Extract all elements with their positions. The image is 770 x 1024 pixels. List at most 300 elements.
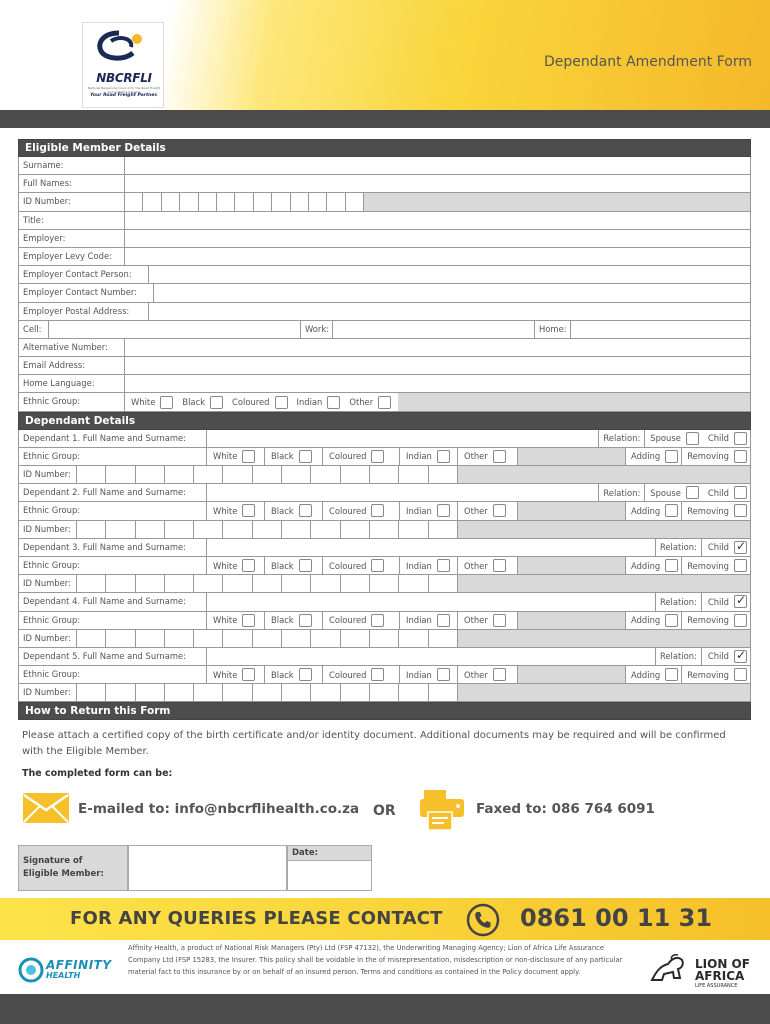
adding-checkbox[interactable] [665, 614, 678, 627]
lion-of-africa-sub: LIFE ASSURANCE [695, 983, 738, 989]
adding-checkbox[interactable] [665, 668, 678, 681]
dependant-name-field[interactable] [207, 484, 598, 501]
ethnic-option-label: Coloured [329, 451, 367, 462]
signature-field[interactable] [128, 845, 287, 891]
email-field[interactable] [125, 357, 750, 374]
lion-icon [648, 952, 688, 986]
child-checkbox[interactable] [734, 650, 747, 663]
contact-person-row [18, 266, 751, 284]
ethnic-option-white [125, 393, 176, 410]
contact-person-field[interactable] [149, 266, 750, 283]
dependant-name-row [18, 593, 751, 611]
ethnic-option-coloured [323, 666, 400, 683]
title-row [18, 212, 751, 230]
id-digit-box[interactable] [429, 521, 458, 538]
dependant-id-label: ID Number: [19, 466, 77, 483]
ethnic-option-label: Coloured [329, 505, 367, 516]
dependant-ethnic-row [18, 666, 751, 684]
home-field[interactable] [571, 321, 750, 338]
ethnic-indian-checkbox[interactable] [437, 504, 450, 517]
id-digit-box[interactable] [399, 630, 428, 647]
id-digit-box[interactable] [399, 684, 428, 701]
child-option-label: Child [707, 542, 729, 553]
id-digit-box[interactable] [341, 684, 370, 701]
id-digit-box[interactable] [77, 466, 106, 483]
work-label: Work: [301, 321, 333, 338]
id-number-field[interactable] [125, 193, 364, 210]
id-digit-box[interactable] [346, 193, 364, 210]
ethnic-other-checkbox[interactable] [378, 396, 391, 409]
id-digit-box[interactable] [194, 630, 223, 647]
id-digit-box[interactable] [341, 575, 370, 592]
child-option-label: Child [707, 487, 729, 498]
alt-number-field[interactable] [125, 339, 750, 356]
ethnic-black-checkbox[interactable] [299, 559, 312, 572]
logo-name: NBCRFLI [96, 71, 152, 85]
surname-field[interactable] [125, 157, 750, 174]
disclaimer-text: Affinity Health, a product of National Risk Managers (Pty) Ltd (FSP 47132), the Underwriting Managing Agency; Lion of Africa Life Assurance Company Ltd (FSP 15283, the Insurer. This policy shall be voidable in the of misrepresentation, misdescription or non-disclosure of any particular material fact to this insurance by or on behalf of an insured person. Terms and conditions as contained in the Policy document apply. [128, 944, 623, 977]
affinity-sub: HEALTH [46, 971, 81, 980]
levy-code-label: Employer Levy Code: [19, 248, 125, 265]
id-digit-box[interactable] [165, 630, 194, 647]
signature-label-line2: Eligible Member: [23, 869, 104, 879]
id-digit-box[interactable] [399, 466, 428, 483]
id-digit-box[interactable] [106, 630, 135, 647]
work-field[interactable] [333, 321, 535, 338]
postal-address-row [18, 303, 751, 321]
dependant-name-label: Dependant 4. Full Name and Surname: [19, 593, 207, 610]
relation-label: Relation: [659, 651, 697, 662]
phone-icon [466, 903, 500, 937]
logo-subtitle: National Bargaining Council for the Road Freight and Logistics Industry [87, 86, 161, 94]
child-checkbox[interactable] [734, 541, 747, 554]
ethnic-indian-checkbox[interactable] [327, 396, 340, 409]
ethnic-option-indian [400, 666, 458, 683]
id-digit-box[interactable] [282, 630, 311, 647]
footer-bar [0, 994, 770, 1024]
contact-number-field[interactable] [154, 284, 750, 301]
id-digit-box[interactable] [429, 575, 458, 592]
header-stripe [0, 110, 770, 128]
id-digit-box[interactable] [199, 193, 217, 210]
ethnic-option-label: Black [271, 451, 294, 462]
child-checkbox[interactable] [734, 595, 747, 608]
envelope-icon [22, 792, 70, 824]
phone-row [18, 321, 751, 339]
ethnic-coloured-checkbox[interactable] [371, 450, 384, 463]
ethnic-option-label: Black [271, 560, 294, 571]
removing-checkbox[interactable] [734, 559, 747, 572]
dependant-id-row [18, 466, 751, 484]
ethnic-black-checkbox[interactable] [299, 614, 312, 627]
language-field[interactable] [125, 375, 750, 392]
dependant-ethnic-row [18, 612, 751, 630]
nbcrfli-swirl-icon [93, 29, 145, 63]
id-digit-box[interactable] [311, 521, 340, 538]
surname-label: Surname: [19, 157, 125, 174]
id-digit-box[interactable] [194, 684, 223, 701]
contact-person-label: Employer Contact Person: [19, 266, 149, 283]
return-instructions: Please attach a certified copy of the birth certificate and/or identity document. Additional documents may be required and will be confirmed with the Eligible Member. [22, 730, 726, 757]
id-digit-box[interactable] [370, 575, 399, 592]
ethnic-black-checkbox[interactable] [210, 396, 223, 409]
loa-line1: LION OF [695, 957, 750, 971]
id-digit-box[interactable] [217, 193, 235, 210]
ethnic-option-black [265, 612, 323, 629]
ethnic-indian-checkbox[interactable] [437, 559, 450, 572]
id-digit-box[interactable] [77, 521, 106, 538]
id-digit-box[interactable] [136, 684, 165, 701]
employer-row [18, 230, 751, 248]
id-digit-box[interactable] [106, 521, 135, 538]
id-digit-box[interactable] [165, 466, 194, 483]
ethnic-option-label: Other [464, 505, 488, 516]
id-digit-box[interactable] [77, 575, 106, 592]
ethnic-option-label: Coloured [329, 560, 367, 571]
relation-label: Relation: [603, 487, 641, 498]
full-names-field[interactable] [125, 175, 750, 192]
ethnic-option-label: Coloured [329, 615, 367, 626]
spouse-checkbox[interactable] [686, 432, 699, 445]
spouse-option-label: Spouse [650, 433, 681, 444]
ethnic-coloured-checkbox[interactable] [371, 559, 384, 572]
id-digit-box[interactable] [282, 575, 311, 592]
id-digit-box[interactable] [136, 466, 165, 483]
removing-option-label: Removing [687, 451, 729, 462]
child-option-label: Child [707, 433, 729, 444]
id-digit-box[interactable] [254, 193, 272, 210]
removing-checkbox[interactable] [734, 450, 747, 463]
id-digit-box[interactable] [272, 193, 290, 210]
lion-of-africa-name [695, 958, 750, 982]
relation-label: Relation: [659, 596, 697, 607]
ethnic-option-label: Indian [406, 560, 432, 571]
ethnic-white-checkbox[interactable] [242, 668, 255, 681]
dependant-name-field[interactable] [207, 593, 655, 610]
dependant-id-field[interactable] [77, 466, 458, 483]
removing-option-label: Removing [687, 615, 729, 626]
dependants-list [18, 430, 751, 703]
dependant-ethnic-label: Ethnic Group: [19, 448, 207, 465]
contact-phone-number[interactable]: 0861 00 11 31 [520, 904, 713, 932]
adding-option-label: Adding [631, 615, 661, 626]
removing-checkbox[interactable] [734, 504, 747, 517]
id-number-row [18, 193, 751, 211]
child-checkbox[interactable] [734, 432, 747, 445]
dependant-name-row [18, 648, 751, 666]
adding-checkbox[interactable] [665, 559, 678, 572]
postal-address-label: Employer Postal Address: [19, 303, 149, 320]
adding-checkbox[interactable] [665, 450, 678, 463]
ethnic-white-checkbox[interactable] [242, 559, 255, 572]
ethnic-option-label: White [213, 560, 238, 571]
removing-checkbox[interactable] [734, 614, 747, 627]
id-digit-box[interactable] [282, 466, 311, 483]
id-digit-box[interactable] [106, 575, 135, 592]
ethnic-white-checkbox[interactable] [242, 614, 255, 627]
ethnic-indian-checkbox[interactable] [437, 614, 450, 627]
id-digit-box[interactable] [106, 466, 135, 483]
ethnic-option-indian [291, 393, 344, 410]
ethnic-option-label: Black [271, 505, 294, 516]
id-digit-box[interactable] [253, 466, 282, 483]
ethnic-option-other [458, 612, 518, 629]
dependant-ethnic-unused [518, 666, 625, 683]
id-digit-box[interactable] [77, 630, 106, 647]
ethnic-option-coloured [226, 393, 290, 410]
removing-option-label: Removing [687, 669, 729, 680]
removing-option-label: Removing [687, 505, 729, 516]
id-digit-box[interactable] [429, 466, 458, 483]
ethnic-other-checkbox[interactable] [493, 504, 506, 517]
ethnic-white-checkbox[interactable] [242, 450, 255, 463]
id-digit-box[interactable] [370, 684, 399, 701]
dependant-ethnic-unused [518, 612, 625, 629]
ethnic-option-coloured [323, 448, 400, 465]
id-digit-box[interactable] [223, 684, 252, 701]
dependant-id-unused [458, 575, 750, 592]
id-digit-box[interactable] [327, 193, 345, 210]
adding-option-label: Adding [631, 505, 661, 516]
ethnic-option-label: Indian [406, 505, 432, 516]
language-row [18, 375, 751, 393]
id-digit-box[interactable] [136, 521, 165, 538]
id-digit-box[interactable] [253, 575, 282, 592]
ethnic-black-checkbox[interactable] [299, 450, 312, 463]
date-label: Date: [288, 846, 371, 861]
id-digit-box[interactable] [311, 630, 340, 647]
dependant-ethnic-row [18, 502, 751, 520]
ethnic-option-white [207, 666, 265, 683]
email-row [18, 357, 751, 375]
alt-number-row [18, 339, 751, 357]
ethnic-option-label: Indian [406, 615, 432, 626]
id-digit-box[interactable] [223, 521, 252, 538]
ethnic-other-checkbox[interactable] [493, 450, 506, 463]
id-digit-box[interactable] [370, 630, 399, 647]
ethnic-black-checkbox[interactable] [299, 504, 312, 517]
id-digit-box[interactable] [370, 466, 399, 483]
dependant-id-label: ID Number: [19, 684, 77, 701]
dependant-id-label: ID Number: [19, 521, 77, 538]
id-digit-box[interactable] [194, 575, 223, 592]
ethnic-option-label: Indian [296, 397, 323, 408]
full-names-label: Full Names: [19, 175, 125, 192]
ethnic-option-label: Indian [406, 451, 432, 462]
id-digit-box[interactable] [399, 575, 428, 592]
ethnic-option-coloured [323, 557, 400, 574]
dependant-name-label: Dependant 5. Full Name and Surname: [19, 648, 207, 665]
form-title: Dependant Amendment Form [544, 54, 752, 70]
ethnic-option-white [207, 612, 265, 629]
ethnic-option-label: Other [464, 669, 488, 680]
id-digit-box[interactable] [311, 466, 340, 483]
dependant-name-row [18, 539, 751, 557]
dependant-id-unused [458, 684, 750, 701]
dependant-id-unused [458, 630, 750, 647]
ethnic-indian-checkbox[interactable] [437, 450, 450, 463]
dependant-name-label: Dependant 3. Full Name and Surname: [19, 539, 207, 556]
dependant-id-field[interactable] [77, 630, 458, 647]
child-option-label: Child [707, 651, 729, 662]
id-digit-box[interactable] [165, 521, 194, 538]
member-ethnic-row [18, 393, 751, 411]
contact-banner-text: FOR ANY QUERIES PLEASE CONTACT [70, 908, 443, 929]
ethnic-other-checkbox[interactable] [493, 559, 506, 572]
id-digit-box[interactable] [125, 193, 143, 210]
id-digit-box[interactable] [253, 630, 282, 647]
removing-checkbox[interactable] [734, 668, 747, 681]
id-digit-box[interactable] [282, 521, 311, 538]
dependant-id-field[interactable] [77, 575, 458, 592]
ethnic-coloured-checkbox[interactable] [371, 668, 384, 681]
id-digit-box[interactable] [165, 575, 194, 592]
email-label: Email Address: [19, 357, 125, 374]
ethnic-option-black [265, 557, 323, 574]
id-digit-box[interactable] [341, 466, 370, 483]
dependant-name-field[interactable] [207, 430, 598, 447]
ethnic-option-white [207, 557, 265, 574]
relation-options [655, 648, 750, 665]
ethnic-other-checkbox[interactable] [493, 668, 506, 681]
loa-line2: AFRICA [695, 969, 745, 983]
dependant-id-label: ID Number: [19, 630, 77, 647]
ethnic-option-label: Indian [406, 669, 432, 680]
ethnic-option-white [207, 448, 265, 465]
id-digit-box[interactable] [235, 193, 253, 210]
id-digit-box[interactable] [165, 684, 194, 701]
amend-options [625, 612, 750, 629]
section-header-member: Eligible Member Details [18, 139, 751, 157]
id-digit-box[interactable] [180, 193, 198, 210]
id-digit-box[interactable] [311, 684, 340, 701]
relation-label: Relation: [603, 433, 641, 444]
ethnic-option-black [176, 393, 226, 410]
spouse-option-label: Spouse [650, 487, 681, 498]
ethnic-coloured-checkbox[interactable] [371, 504, 384, 517]
title-field[interactable] [125, 212, 750, 229]
completed-form-label: The completed form can be: [22, 768, 173, 779]
relation-options [598, 430, 750, 447]
id-digit-box[interactable] [253, 521, 282, 538]
full-names-row [18, 175, 751, 193]
id-digit-box[interactable] [253, 684, 282, 701]
id-digit-box[interactable] [341, 521, 370, 538]
id-digit-box[interactable] [143, 193, 161, 210]
id-digit-box[interactable] [136, 630, 165, 647]
child-checkbox[interactable] [734, 486, 747, 499]
id-digit-box[interactable] [194, 521, 223, 538]
relation-options [655, 539, 750, 556]
spouse-checkbox[interactable] [686, 486, 699, 499]
id-digit-box[interactable] [429, 684, 458, 701]
amend-options [625, 666, 750, 683]
ethnic-option-indian [400, 448, 458, 465]
id-digit-box[interactable] [136, 575, 165, 592]
id-digit-box[interactable] [399, 521, 428, 538]
ethnic-option-label: Black [182, 397, 206, 408]
contact-number-row [18, 284, 751, 302]
id-digit-box[interactable] [291, 193, 309, 210]
ethnic-black-checkbox[interactable] [299, 668, 312, 681]
ethnic-option-black [265, 502, 323, 519]
ethnic-option-white [207, 502, 265, 519]
date-field[interactable] [287, 845, 372, 891]
relation-label: Relation: [659, 542, 697, 553]
ethnic-group-label: Ethnic Group: [19, 393, 125, 410]
id-digit-box[interactable] [194, 466, 223, 483]
relation-options [655, 593, 750, 610]
dependant-id-field[interactable] [77, 684, 458, 701]
cell-field[interactable] [49, 321, 301, 338]
logo-tagline: Your Road Freight Partner. [90, 93, 158, 98]
postal-address-field[interactable] [149, 303, 750, 320]
id-digit-box[interactable] [309, 193, 327, 210]
id-digit-box[interactable] [223, 630, 252, 647]
dependant-id-field[interactable] [77, 521, 458, 538]
id-digit-box[interactable] [282, 684, 311, 701]
id-digit-box[interactable] [311, 575, 340, 592]
levy-code-row [18, 248, 751, 266]
alt-number-label: Alternative Number: [19, 339, 125, 356]
id-digit-box[interactable] [77, 684, 106, 701]
employer-field[interactable] [125, 230, 750, 247]
dependant-id-label: ID Number: [19, 575, 77, 592]
dependant-ethnic-unused [518, 502, 625, 519]
ethnic-white-checkbox[interactable] [242, 504, 255, 517]
id-digit-box[interactable] [429, 630, 458, 647]
ethnic-unused [398, 393, 750, 410]
dependant-name-field[interactable] [207, 648, 655, 665]
dependant-name-field[interactable] [207, 539, 655, 556]
ethnic-option-label: Other [349, 397, 374, 408]
email-instruction[interactable]: E-mailed to: info@nbcrflihealth.co.za [78, 801, 360, 817]
dependant-ethnic-row [18, 448, 751, 466]
id-digit-box[interactable] [106, 684, 135, 701]
ethnic-other-checkbox[interactable] [493, 614, 506, 627]
removing-option-label: Removing [687, 560, 729, 571]
affinity-health-logo [18, 957, 44, 983]
ethnic-option-other [458, 448, 518, 465]
dependant-name-row [18, 430, 751, 448]
dependant-id-row [18, 521, 751, 539]
ethnic-option-indian [400, 557, 458, 574]
ethnic-coloured-checkbox[interactable] [371, 614, 384, 627]
affinity-name: AFFINITY [46, 958, 112, 972]
ethnic-option-black [265, 448, 323, 465]
levy-code-field[interactable] [125, 248, 750, 265]
id-digit-box[interactable] [162, 193, 180, 210]
id-digit-box[interactable] [223, 575, 252, 592]
ethnic-option-label: Other [464, 615, 488, 626]
amend-options [625, 448, 750, 465]
nbcrfli-logo [82, 22, 164, 108]
home-label: Home: [535, 321, 571, 338]
adding-checkbox[interactable] [665, 504, 678, 517]
fax-instruction: Faxed to: 086 764 6091 [476, 801, 655, 817]
surname-row [18, 157, 751, 175]
ethnic-indian-checkbox[interactable] [437, 668, 450, 681]
ethnic-white-checkbox[interactable] [160, 396, 173, 409]
ethnic-option-label: Black [271, 669, 294, 680]
ethnic-coloured-checkbox[interactable] [275, 396, 288, 409]
id-digit-box[interactable] [341, 630, 370, 647]
section-header-return: How to Return this Form [18, 702, 751, 720]
language-label: Home Language: [19, 375, 125, 392]
id-digit-box[interactable] [370, 521, 399, 538]
id-digit-box[interactable] [223, 466, 252, 483]
dependant-ethnic-unused [518, 557, 625, 574]
